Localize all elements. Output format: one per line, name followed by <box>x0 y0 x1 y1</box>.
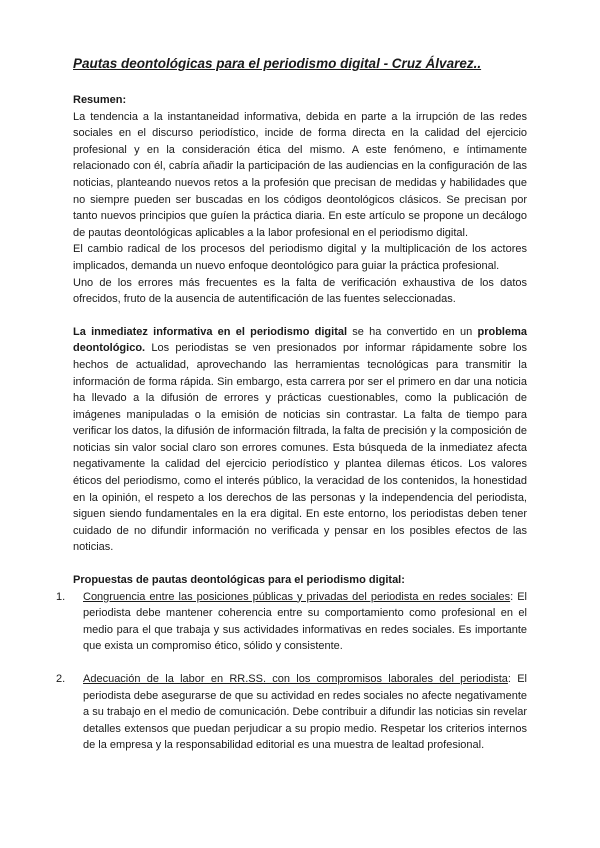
immediacy-term: problema deontológico. <box>73 325 527 355</box>
spacer-item <box>73 655 527 671</box>
document-title: Pautas deontológicas para el periodismo digital - Cruz Álvarez.. <box>73 56 482 71</box>
summary-paragraph-3: Uno de los errores más frecuentes es la falta de verificación exhaustiva de los datos ofrecidos, fruto de la ausencia de autentificación de las fuentes seleccionadas. <box>73 276 527 306</box>
proposal-number: 2. <box>56 673 66 685</box>
proposal-separator: : <box>507 673 511 685</box>
immediacy-paragraph <box>73 324 527 556</box>
immediacy-body: Los periodistas se ven presionados por informar rápidamente sobre los hechos de actualidad, aprovechando las herramientas tecnológicas para transmitir la información de forma rápida. Sin embargo, esta carrera por ser el primero en dar una noticia ha llevado a la difusión de errores y prácticas cuestionables, como la publicación de imágenes manipuladas o la emisión de noticias sin contrastar. La falta de tiempo para verificar los datos, la difusión de información filtrada, la falta de precisión y la composición de noticias sin valor social claro son errores comunes. Esta búsqueda de la inmediatez afecta negativamente la calidad del ejercicio periodístico y plantea dilemas éticos. Los valores éticos del periodismo, como el interés público, la veracidad de los contenidos, la honestidad en la opinión, el respeto a los derechos de las personas y la independencia del periodista, siguen siendo fundamentales en la era digital. En este entorno, los periodistas deben tener cuidado de no difundir información no verificada y pensar en los posibles efectos de las noticias. <box>73 342 527 554</box>
immediacy-mid: se ha convertido en un <box>347 325 478 338</box>
spacer <box>73 556 527 572</box>
summary-paragraph-2: El cambio radical de los procesos del periodismo digital y la multiplicación de los actores implicados, demanda un nuevo enfoque deontológico para guiar la práctica profesional. <box>73 243 527 272</box>
proposal-heading: Adecuación de la labor en RR.SS. con los compromisos laborales del periodista <box>83 673 508 685</box>
proposal-heading: Congruencia entre las posiciones públicas y privadas del periodista en redes sociales <box>83 590 511 603</box>
proposal-separator: : <box>510 590 514 603</box>
proposal-number: 1. <box>56 590 66 603</box>
spacer <box>73 308 527 324</box>
proposals-heading: Propuestas de pautas deontológicas para el periodismo digital: <box>73 574 405 587</box>
immediacy-lead: La inmediatez informativa en el periodismo digital <box>73 325 348 338</box>
proposal-item-1 <box>56 589 527 655</box>
proposal-body: El periodista debe mantener coherencia entre su comportamiento como profesional en el medio para el que trabaja y sus actividades informativas en redes sociales. Es importante que exista un compromiso ético, sólido y consistente. <box>83 590 527 653</box>
proposal-body: El periodista debe asegurarse de que su actividad en redes sociales no afecte negativamente a su trabajo en el medio de comunicación. Debe contribuir a difundir las noticias sin revelar detalles extensos que puedan perjudicar a su propio medio. Respetar los criterios internos de la empresa y la responsabilidad editorial es una muestra de lealtad profesional. <box>83 673 527 752</box>
proposals-list <box>56 589 527 754</box>
summary-paragraph-1: La tendencia a la instantaneidad informativa, debida en parte a la irrupción de las redes sociales en el discurso periodístico, incide de forma directa en la calidad del ejercicio profesional y en la consideración ética del mismo. A este fenómeno, e íntimamente relacionado con él, cabría añadir la participación de las audiencias en la configuración de las noticias, planteando nuevos retos a la profesión que precisan de medidas y habilidades que no siempre pueden ser buscadas en los códigos deontológicos clásicos. Se precisan por tanto nuevos principios que guíen la práctica diaria. En este artículo se propone un decálogo de pautas deontológicas aplicables a la labor profesional en el periodismo digital. <box>73 110 527 239</box>
document-body <box>56 92 527 754</box>
summary-heading: Resumen: <box>73 94 127 106</box>
proposal-item-2 <box>56 671 527 754</box>
